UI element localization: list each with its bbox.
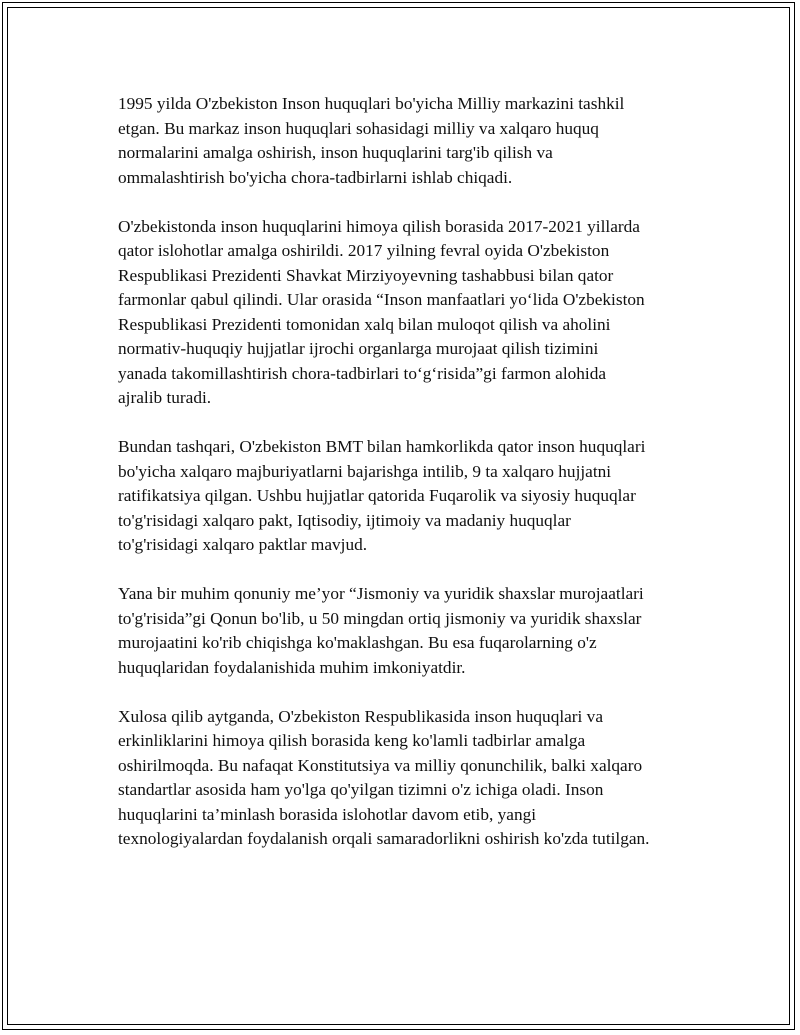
- text-line: to'g'risidagi xalqaro paktlar mavjud.: [118, 535, 368, 554]
- text-line: qator islohotlar amalga oshirildi. 2017 yilning fevral oyida O'zbekiston: [118, 241, 610, 260]
- text-line: ommalashtirish bo'yicha chora-tadbirlarni ishlab chiqadi.: [118, 167, 513, 187]
- text-line: murojaatini ko'rib chiqishga ko'maklashgan. Bu esa fuqarolarning o'z: [118, 633, 597, 652]
- document-body: [118, 92, 698, 876]
- text-line: O'zbekistonda inson huquqlarini himoya qilish borasida 2017-2021 yillarda: [118, 216, 640, 236]
- text-line: oshirilmoqda. Bu nafaqat Konstitutsiya va milliy qonunchilik, balki xalqaro: [118, 755, 643, 775]
- paragraph-5: [118, 705, 698, 852]
- text-line: yanada takomillashtirish chora-tadbirlari to‘g‘risida”gi farmon alohida: [118, 363, 607, 383]
- text-line: erkinliklarini himoya qilish borasida keng ko'lamli tadbirlar amalga: [118, 731, 586, 750]
- text-line: Respublikasi Prezidenti tomonidan xalq bilan muloqot qilish va aholini: [118, 314, 611, 334]
- text-line: Yana bir muhim qonuniy me’yor “Jismoniy va yuridik shaxslar murojaatlari: [118, 584, 644, 603]
- text-line: normalarini amalga oshirish, inson huquqlarini targ'ib qilish va: [118, 143, 553, 162]
- text-line: to'g'risidagi xalqaro pakt, Iqtisodiy, ijtimoiy va madaniy huquqlar: [118, 510, 571, 530]
- text-line: Xulosa qilib aytganda, O'zbekiston Respublikasida inson huquqlari va: [118, 706, 603, 726]
- text-line: Respublikasi Prezidenti Shavkat Mirziyoyevning tashabbusi bilan qator: [118, 265, 614, 285]
- text-line: ajralib turadi.: [118, 388, 212, 407]
- text-line: 1995 yilda O'zbekiston Inson huquqlari bo'yicha Milliy markazini tashkil: [118, 94, 625, 113]
- paragraph-4: [118, 582, 698, 680]
- text-line: standartlar asosida ham yo'lga qo'yilgan tizimni o'z ichiga oladi. Inson: [118, 780, 604, 799]
- paragraph-1: [118, 92, 698, 190]
- text-line: to'g'risida”gi Qonun bo'lib, u 50 mingdan ortiq jismoniy va yuridik shaxslar: [118, 608, 642, 628]
- text-line: huquqlaridan foydalanishida muhim imkoniyatdir.: [118, 657, 466, 677]
- text-line: Bundan tashqari, O'zbekiston BMT bilan hamkorlikda qator inson huquqlari: [118, 437, 646, 456]
- text-line: etgan. Bu markaz inson huquqlari sohasidagi milliy va xalqaro huquq: [118, 118, 599, 138]
- paragraph-3: [118, 435, 698, 558]
- text-line: ratifikatsiya qilgan. Ushbu hujjatlar qatorida Fuqarolik va siyosiy huquqlar: [118, 486, 636, 505]
- text-line: bo'yicha xalqaro majburiyatlarni bajarishga intilib, 9 ta xalqaro hujjatni: [118, 461, 612, 481]
- text-line: normativ-huquqiy hujjatlar ijrochi organlarga murojaat qilish tizimini: [118, 339, 599, 358]
- text-line: huquqlarini ta’minlash borasida islohotlar davom etib, yangi: [118, 804, 537, 824]
- paragraph-2: [118, 215, 698, 411]
- text-line: texnologiyalardan foydalanish orqali samaradorlikni oshirish ko'zda tutilgan.: [118, 829, 650, 848]
- text-line: farmonlar qabul qilindi. Ular orasida “Inson manfaatlari yo‘lida O'zbekiston: [118, 290, 645, 309]
